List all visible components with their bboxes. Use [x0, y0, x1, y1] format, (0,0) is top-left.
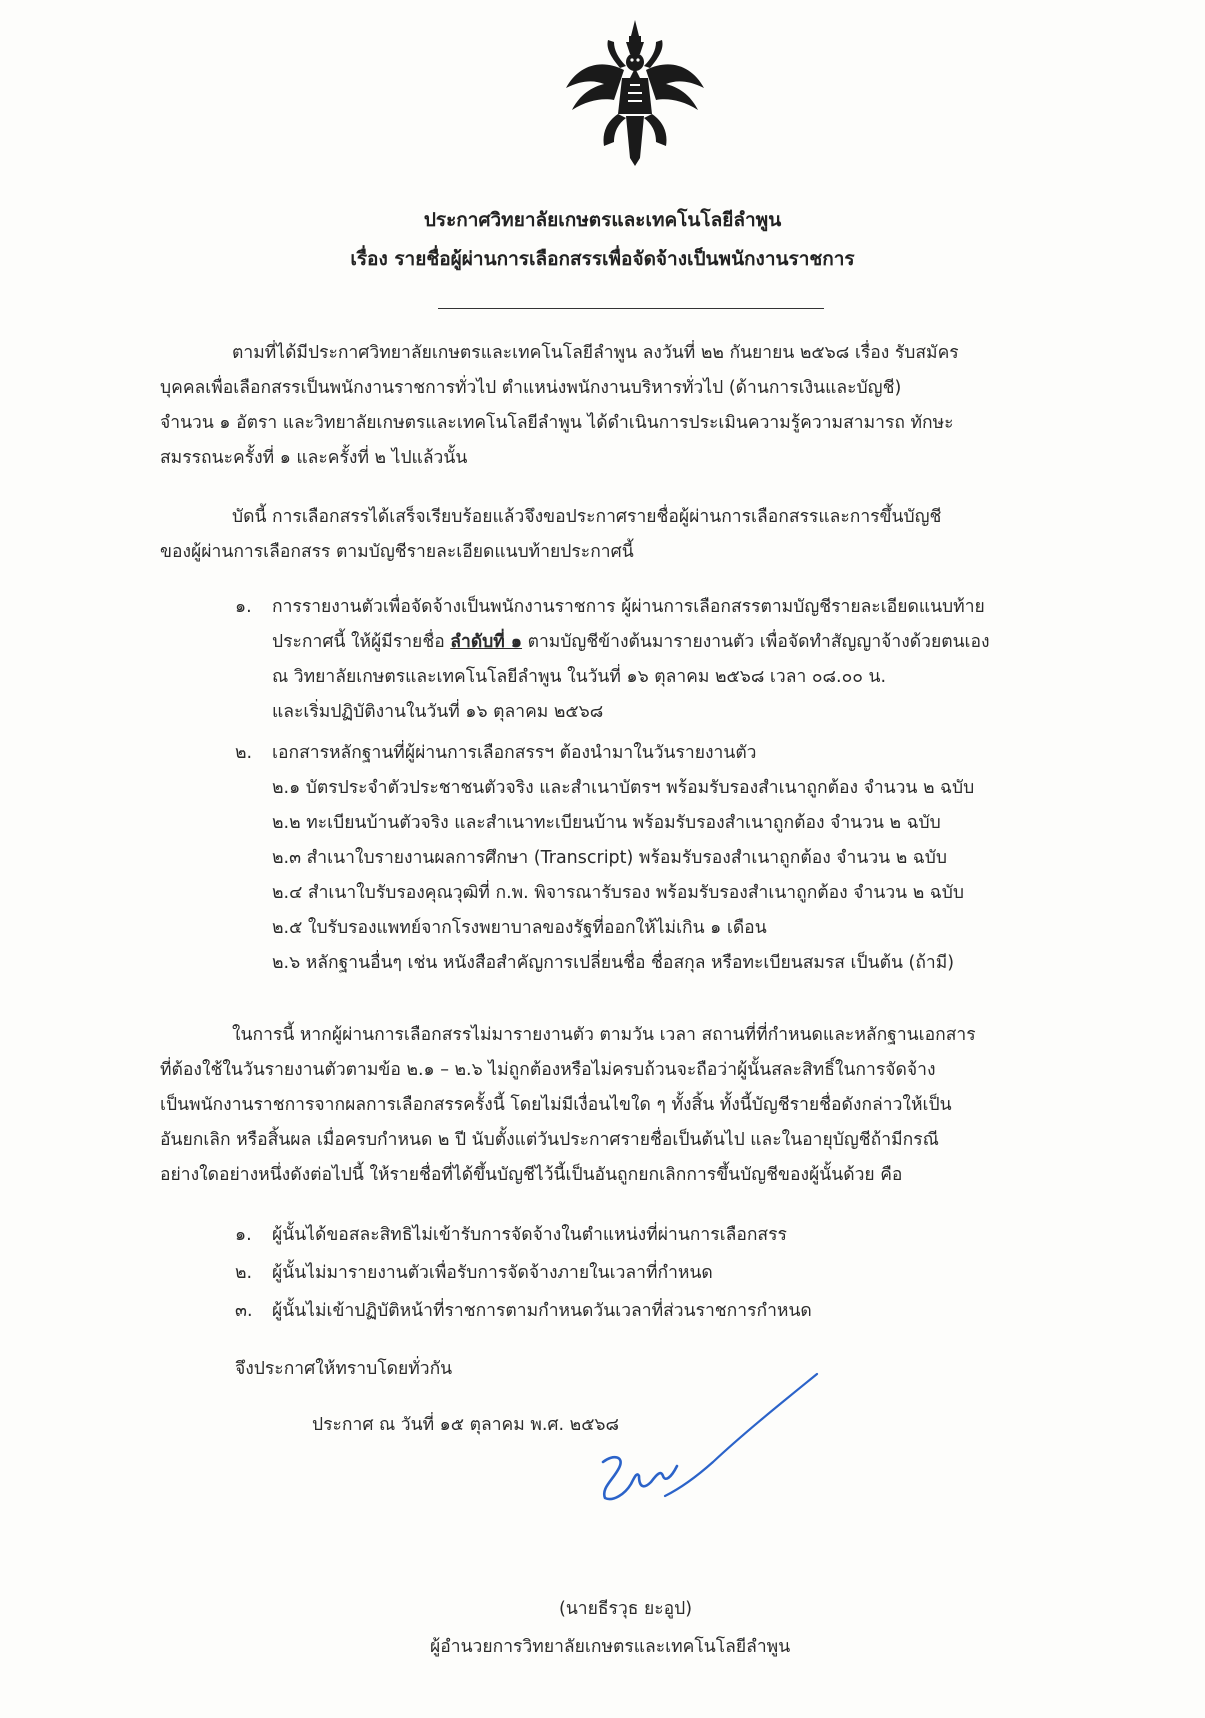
paragraph-conditions [160, 1018, 1105, 1193]
text-segment: ตามบัญชีข้างต้นมารายงานตัว เพื่อจัดทำสัญญาจ้างด้วยตนเอง [522, 632, 990, 652]
item-number: ๑. [235, 597, 252, 617]
paragraph-intro [160, 336, 1105, 476]
garuda-emblem-icon [560, 18, 710, 168]
text-segment: ประกาศนี้ ให้ผู้มีรายชื่อ [272, 632, 451, 652]
document-list-item: ๒.๖ หลักฐานอื่นๆ เช่น หนังสือสำคัญการเปลี่ยนชื่อ ชื่อสกุล หรือทะเบียนสมรส เป็นต้น (ถ้ามี) [272, 953, 955, 973]
document-title: ประกาศวิทยาลัยเกษตรและเทคโนโลยีลำพูน [423, 209, 782, 231]
title-divider [438, 308, 824, 309]
closing-statement: จึงประกาศให้ทราบโดยทั่วกัน [235, 1359, 453, 1379]
paragraph-announcement [160, 500, 1105, 570]
announcement-date: ประกาศ ณ วันที่ ๑๕ ตุลาคม พ.ศ. ๒๕๖๘ [312, 1415, 620, 1435]
text-line: เป็นพนักงานราชการจากผลการเลือกสรรครั้งนี้ โดยไม่มีเงื่อนไขใด ๆ ทั้งสิ้น ทั้งนี้บัญชีรายชื่อดังกล่าวให้เป็น [160, 1095, 952, 1115]
item-number: ๒. [235, 743, 253, 763]
rank-highlight: ลำดับที่ ๑ [450, 632, 523, 652]
text-line: ของผู้ผ่านการเลือกสรร ตามบัญชีรายละเอียดแนบท้ายประกาศนี้ [160, 542, 634, 562]
condition-number: ๓. [235, 1301, 253, 1321]
text-line: การรายงานตัวเพื่อจัดจ้างเป็นพนักงานราชการ ผู้ผ่านการเลือกสรรตามบัญชีรายละเอียดแนบท้าย [272, 597, 985, 617]
document-list-item: ๒.๓ สำเนาใบรายงานผลการศึกษา (Transcript) พร้อมรับรองสำเนาถูกต้อง จำนวน ๒ ฉบับ [272, 848, 947, 868]
signatory-name: (นายธีรวุธ ยะอูป) [559, 1599, 693, 1619]
text-line: อย่างใดอย่างหนึ่งดังต่อไปนี้ ให้รายชื่อที่ได้ขึ้นบัญชีไว้นี้เป็นอันถูกยกเลิกการขึ้นบัญชีของผู้นั้นด้วย คือ [160, 1165, 903, 1185]
text-line: บุคคลเพื่อเลือกสรรเป็นพนักงานราชการทั่วไป ตำแหน่งพนักงานบริหารทั่วไป (ด้านการเงินและบัญชี) [160, 378, 902, 398]
condition-number: ๒. [235, 1263, 253, 1283]
text-line: ตามที่ได้มีประกาศวิทยาลัยเกษตรและเทคโนโลยีลำพูน ลงวันที่ ๒๒ กันยายน ๒๕๖๘ เรื่อง รับสมัคร [232, 343, 959, 363]
text-line: สมรรถนะครั้งที่ ๑ และครั้งที่ ๒ ไปแล้วนั้น [160, 448, 468, 468]
text-line: เอกสารหลักฐานที่ผู้ผ่านการเลือกสรรฯ ต้องนำมาในวันรายงานตัว [272, 743, 757, 763]
signatory-position: ผู้อำนวยการวิทยาลัยเกษตรและเทคโนโลยีลำพูน [430, 1637, 791, 1657]
text-line: จำนวน ๑ อัตรา และวิทยาลัยเกษตรและเทคโนโลยีลำพูน ได้ดำเนินการประเมินความรู้ความสามารถ ทักษะ [160, 413, 954, 433]
item-report-in [272, 590, 1112, 730]
condition-text: ผู้นั้นไม่เข้าปฏิบัติหน้าที่ราชการตามกำหนดวันเวลาที่ส่วนราชการกำหนด [272, 1301, 812, 1321]
document-list-item: ๒.๒ ทะเบียนบ้านตัวจริง และสำเนาทะเบียนบ้าน พร้อมรับรองสำเนาถูกต้อง จำนวน ๒ ฉบับ [272, 813, 941, 833]
condition-text: ผู้นั้นได้ขอสละสิทธิไม่เข้ารับการจัดจ้างในตำแหน่งที่ผ่านการเลือกสรร [272, 1225, 787, 1245]
item-documents [272, 736, 1112, 981]
text-line [272, 625, 1112, 660]
text-line: ในการนี้ หากผู้ผ่านการเลือกสรรไม่มารายงานตัว ตามวัน เวลา สถานที่ที่กำหนดและหลักฐานเอกสาร [232, 1025, 976, 1045]
condition-text: ผู้นั้นไม่มารายงานตัวเพื่อรับการจัดจ้างภายในเวลาที่กำหนด [272, 1263, 713, 1283]
text-line: ที่ต้องใช้ในวันรายงานตัวตามข้อ ๒.๑ – ๒.๖ ไม่ถูกต้องหรือไม่ครบถ้วนจะถือว่าผู้นั้นสละสิทธิ์ในการจัดจ้าง [160, 1060, 936, 1080]
document-list-item: ๒.๑ บัตรประจำตัวประชาชนตัวจริง และสำเนาบัตรฯ พร้อมรับรองสำเนาถูกต้อง จำนวน ๒ ฉบับ [272, 778, 975, 798]
document-list-item: ๒.๔ สำเนาใบรับรองคุณวุฒิที่ ก.พ. พิจารณารับรอง พร้อมรับรองสำเนาถูกต้อง จำนวน ๒ ฉบับ [272, 883, 964, 903]
handwritten-signature-icon [595, 1370, 825, 1520]
document-subject: เรื่อง รายชื่อผู้ผ่านการเลือกสรรเพื่อจัดจ้างเป็นพนักงานราชการ [350, 248, 855, 270]
text-line: อันยกเลิก หรือสิ้นผล เมื่อครบกำหนด ๒ ปี นับตั้งแต่วันประกาศรายชื่อเป็นต้นไป และในอายุบัญชีถ้ามีกรณี [160, 1130, 939, 1150]
text-line: ณ วิทยาลัยเกษตรและเทคโนโลยีลำพูน ในวันที่ ๑๖ ตุลาคม ๒๕๖๘ เวลา ๐๘.๐๐ น. [272, 667, 887, 687]
document-list-item: ๒.๕ ใบรับรองแพทย์จากโรงพยาบาลของรัฐที่ออกให้ไม่เกิน ๑ เดือน [272, 918, 767, 938]
condition-number: ๑. [235, 1225, 252, 1245]
text-line: และเริ่มปฏิบัติงานในวันที่ ๑๖ ตุลาคม ๒๕๖๘ [272, 702, 604, 722]
text-line: บัดนี้ การเลือกสรรได้เสร็จเรียบร้อยแล้วจึงขอประกาศรายชื่อผู้ผ่านการเลือกสรรและการขึ้นบัญชี [232, 507, 942, 527]
